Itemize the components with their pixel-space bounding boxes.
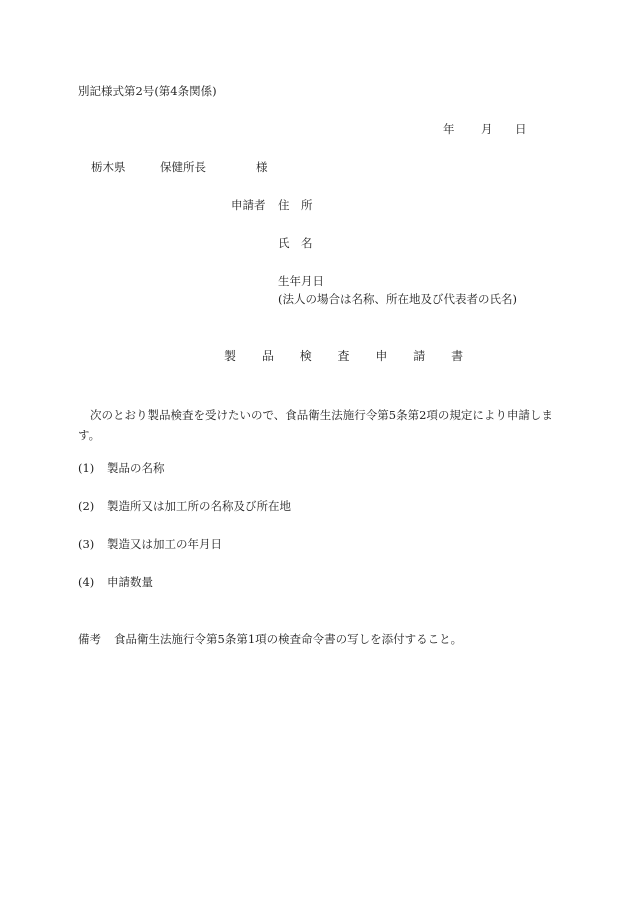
addressee-honorific: 様 (256, 160, 268, 174)
item-product-name: 製品の名称 (107, 461, 165, 475)
remarks-text: 食品衛生法施行令第5条第1項の検査命令書の写しを添付すること。 (114, 632, 463, 646)
applicant-birthdate-label: 生年月日 (278, 274, 324, 288)
item-number: (2) (78, 499, 95, 513)
addressee-prefecture: 栃木県 (91, 160, 126, 174)
item-quantity: 申請数量 (107, 575, 153, 589)
date-year-label: 年 (443, 122, 455, 136)
applicant-corporate-note: (法人の場合は名称、所在地及び代表者の氏名) (278, 292, 517, 306)
remarks-label: 備考 (78, 632, 101, 646)
title-char: 書 (451, 349, 464, 363)
form-number: 別記様式第2号(第4条関係) (78, 84, 217, 98)
item-production-date: 製造又は加工の年月日 (107, 537, 222, 551)
date-day-label: 日 (515, 122, 527, 136)
title-char: 検 (299, 349, 312, 363)
title-char: 請 (413, 349, 426, 363)
title-char: 申 (375, 349, 388, 363)
item-factory-info: 製造所又は加工所の名称及び所在地 (107, 499, 291, 513)
document-title (224, 350, 463, 362)
date-month-label: 月 (481, 122, 493, 136)
item-number: (1) (78, 461, 95, 475)
intro-paragraph: 次のとおり製品検査を受けたいので、食品衛生法施行令第5条第2項の規定により申請します。 (78, 408, 553, 442)
applicant-name-label: 氏 名 (278, 236, 313, 250)
title-char: 製 (224, 349, 237, 363)
title-char: 品 (261, 349, 274, 363)
title-char: 査 (337, 349, 350, 363)
applicant-address-label: 住 所 (278, 198, 313, 212)
item-number: (3) (78, 537, 95, 551)
item-number: (4) (78, 575, 95, 589)
addressee-office: 保健所長 (160, 160, 206, 174)
applicant-label: 申請者 (231, 198, 266, 212)
